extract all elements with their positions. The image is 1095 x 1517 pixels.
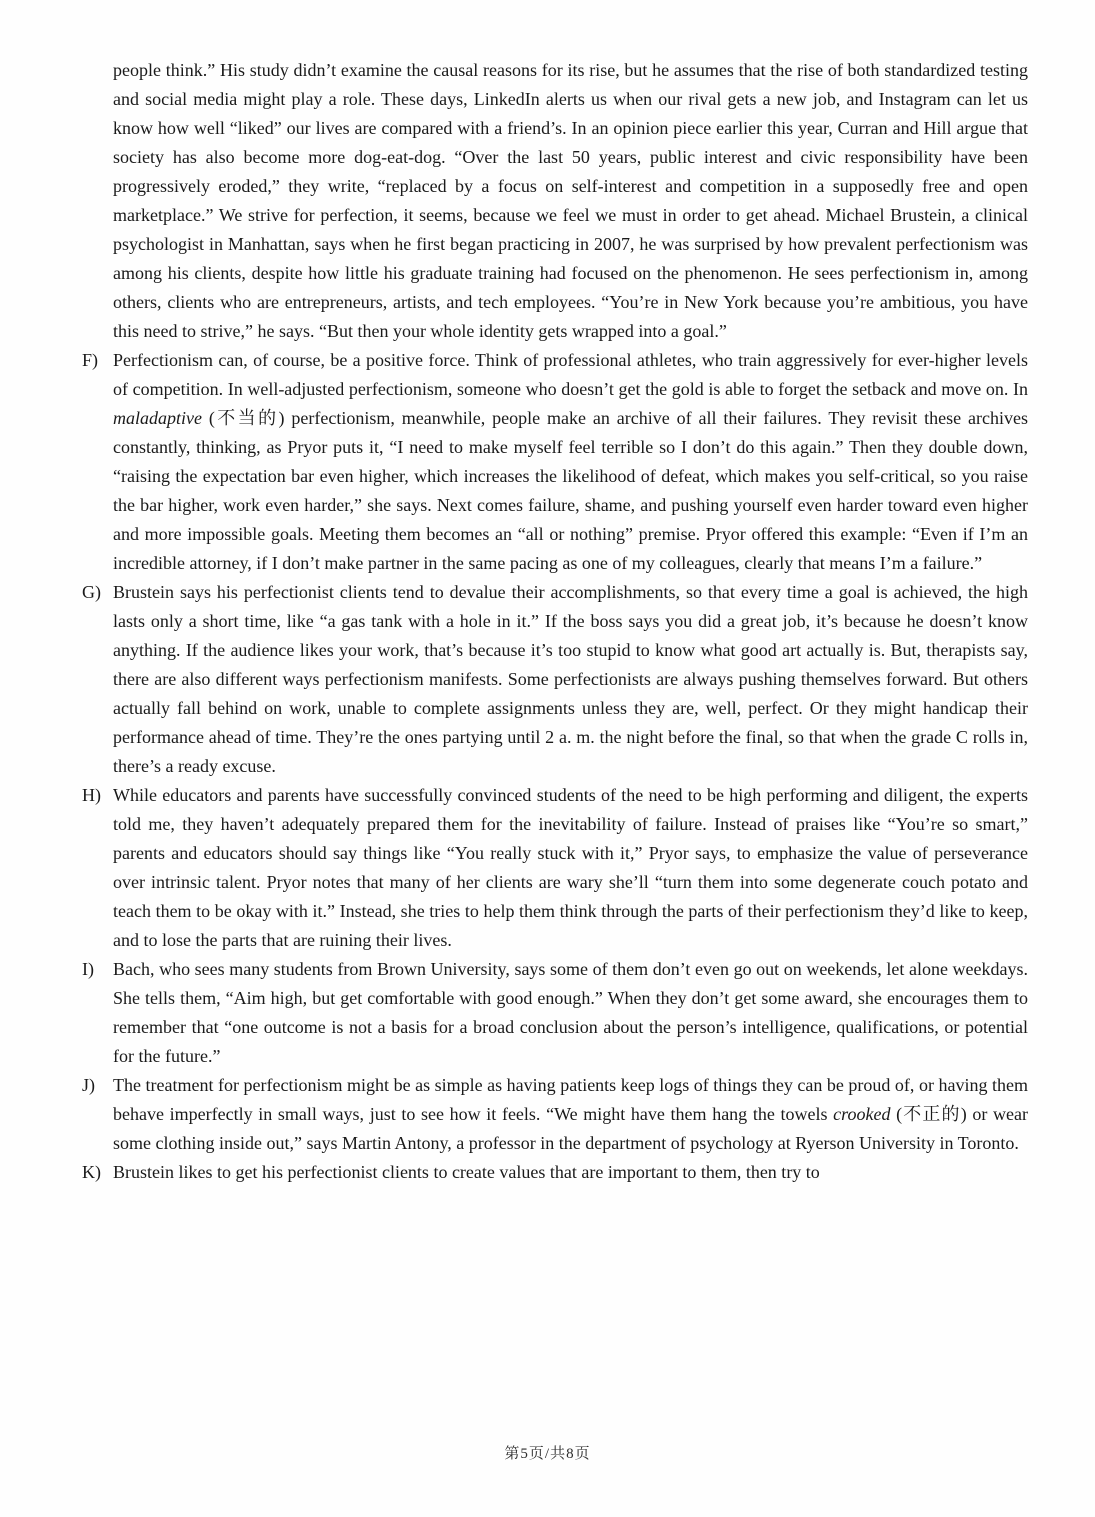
paragraph-h [82, 781, 1028, 955]
paragraph-g [82, 578, 1028, 781]
reading-passage [82, 56, 1028, 1187]
paragraph-i [82, 955, 1028, 1071]
paragraph-label: H) [82, 785, 101, 805]
paragraph-f [82, 346, 1028, 578]
paragraph-label: K) [82, 1162, 101, 1182]
paragraph-text: While educators and parents have successfully convinced students of the need to be high performing and diligent, the experts told me, they haven’t adequately prepared them for the inevitability of failure. Instead of praises like “You’re so smart,” parents and educators should say things like “You really stuck with it,” Pryor says, to emphasize the value of perseverance over intrinsic talent. Pryor notes that many of her clients are wary she’ll “turn them into some degenerate couch potato and teach them to be okay with it.” Instead, she tries to help them think through the parts of their perfectionism they’d like to keep, and to lose the parts that are ruining their lives. [113, 785, 1028, 950]
page-footer [0, 1440, 1095, 1469]
paragraph-text: people think.” His study didn’t examine the causal reasons for its rise, but he assumes that the rise of both standardized testing and social media might play a role. These days, LinkedIn alerts us when our rival gets a new job, and Instagram can let us know how well “liked” our lives are compared with a friend’s. In an opinion piece earlier this year, Curran and Hill argue that society has also become more dog-eat-dog. “Over the last 50 years, public interest and civic responsibility have been progressively eroded,” they write, “replaced by a focus on self-interest and competition in a supposedly free and open marketplace.” We strive for perfection, it seems, because we feel we must in order to get ahead. Michael Brustein, a clinical psychologist in Manhattan, says when he first began practicing in 2007, he was surprised by how prevalent perfectionism was among his clients, despite how little his graduate training had focused on the phenomenon. He sees perfectionism in, among others, clients who are entrepreneurs, artists, and tech employees. “You’re in New York because you’re ambitious, you have this need to strive,” he says. “But then your whole identity gets wrapped into a goal.” [113, 60, 1028, 341]
paragraph-k [82, 1158, 1028, 1187]
paragraph-text: Brustein says his perfectionist clients tend to devalue their accomplishments, so that every time a goal is achieved, the high lasts only a short time, like “a gas tank with a hole in it.” If the boss says you did a great job, it’s because he doesn’t know anything. If the audience likes your work, that’s because it’s too stupid to know what good art actually is. But, therapists say, there are also different ways perfectionism manifests. Some perfectionists are always pushing themselves forward. But others actually fall behind on work, unable to complete assignments unless they are, well, perfect. Or they might handicap their performance ahead of time. They’re the ones partying until 2 a. m. the night before the final, so that when the grade C rolls in, there’s a ready excuse. [113, 582, 1028, 776]
paragraph-text: Perfectionism can, of course, be a positive force. Think of professional athletes, who train aggressively for ever-higher levels of competition. In well-adjusted perfectionism, someone who doesn’t get the gold is able to forget the setback and move on. In maladaptive (不当的) perfectionism, meanwhile, people make an archive of all their failures. They revisit these archives constantly, thinking, as Pryor puts it, “I need to make myself feel terrible so I don’t do this again.” Then they double down, “raising the expectation bar even higher, which increases the likelihood of defeat, which makes you self-critical, so you raise the bar higher, work even harder,” she says. Next comes failure, shame, and pushing yourself even harder toward even higher and more impossible goals. Meeting them becomes an “all or nothing” premise. Pryor offered this example: “Even if I’m an incredible attorney, if I don’t make partner in the same pacing as one of my colleagues, clearly that means I’m a failure.” [113, 350, 1028, 573]
paragraph-j [82, 1071, 1028, 1158]
paragraph-text: The treatment for perfectionism might be as simple as having patients keep logs of things they can be proud of, or having them behave imperfectly in small ways, just to see how it feels. “We might have them hang the towels crooked (不正的) or wear some clothing inside out,” says Martin Antony, a professor in the department of psychology at Ryerson University in Toronto. [113, 1075, 1028, 1153]
paragraph-label: G) [82, 582, 101, 602]
paragraph-label: I) [82, 959, 94, 979]
paragraph-continuation [82, 56, 1028, 346]
page-number: 第5页/共8页 [504, 1446, 591, 1462]
paragraph-text: Bach, who sees many students from Brown University, says some of them don’t even go out on weekends, let alone weekdays. She tells them, “Aim high, but get comfortable with good enough.” When they don’t get some award, she encourages them to remember that “one outcome is not a basis for a broad conclusion about the person’s intelligence, qualifications, or potential for the future.” [113, 959, 1028, 1066]
paragraph-text: Brustein likes to get his perfectionist clients to create values that are important to them, then try to [113, 1162, 820, 1182]
paragraph-label: F) [82, 350, 99, 370]
paragraph-label: J) [82, 1075, 95, 1095]
